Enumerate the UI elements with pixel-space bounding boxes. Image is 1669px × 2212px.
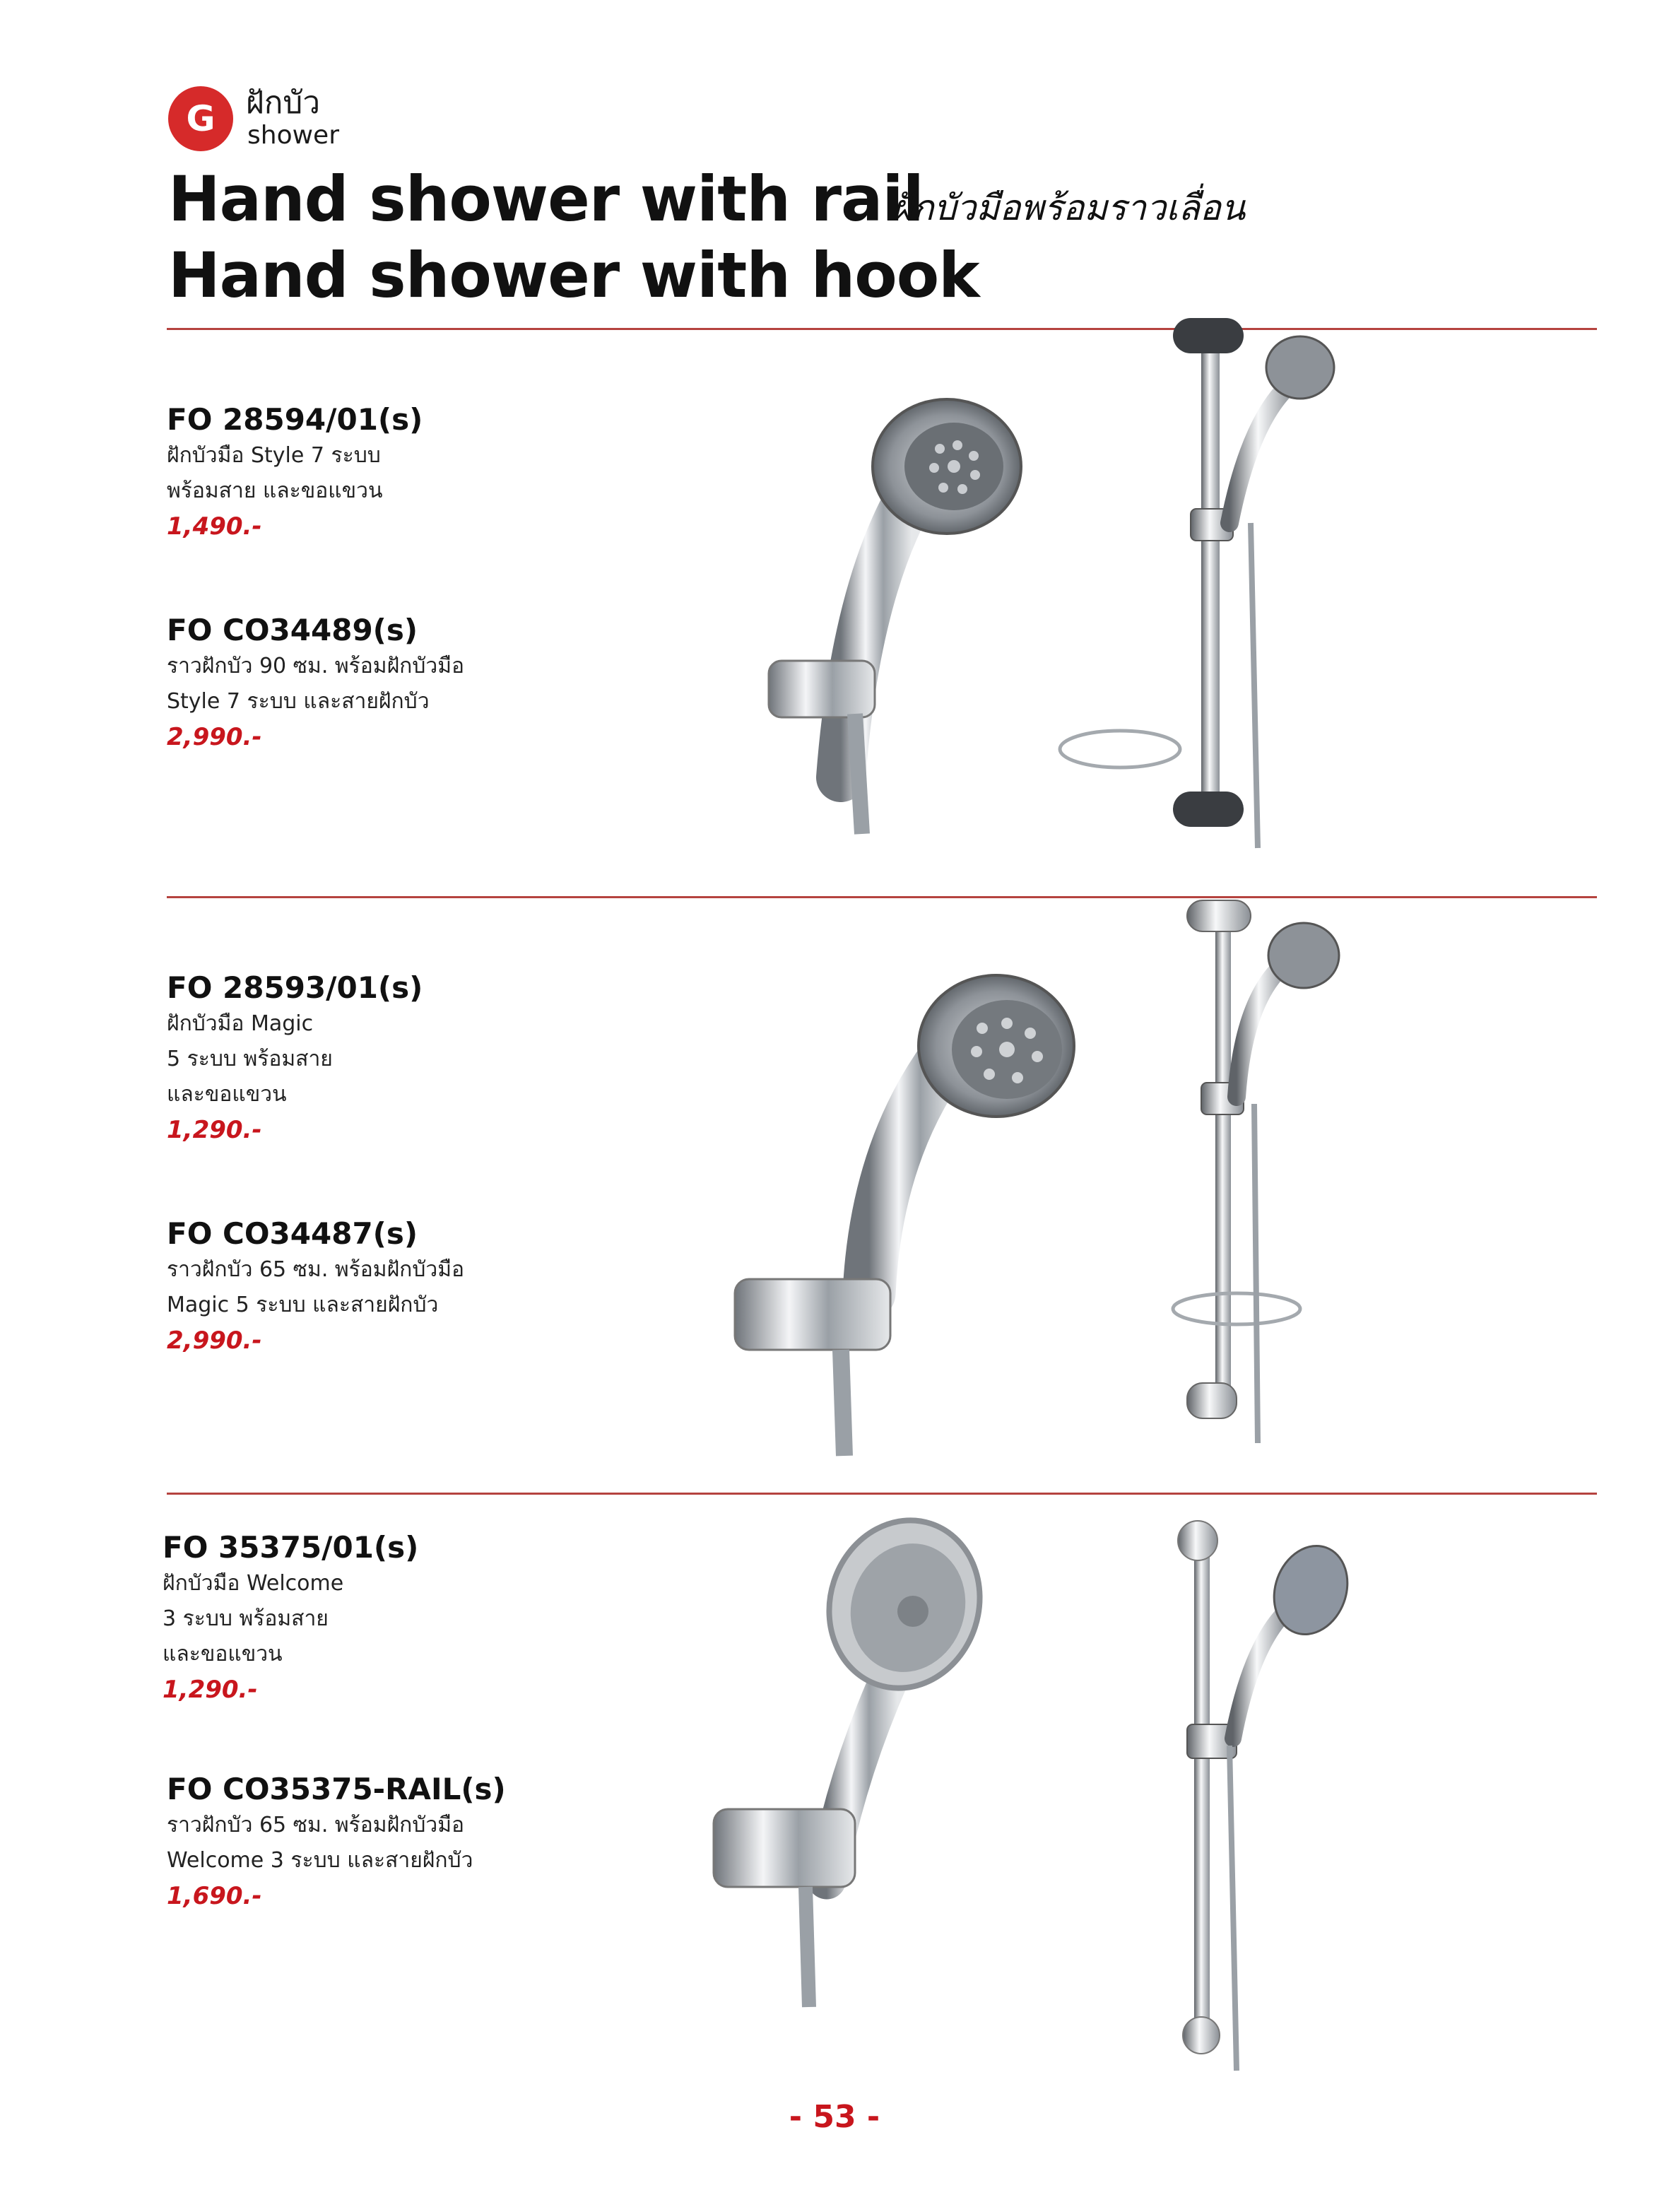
hand-shower-image	[728, 968, 1095, 1456]
category-badge: G	[168, 86, 233, 151]
product-code: FO 28594/01(s)	[167, 402, 423, 437]
hand-shower-image	[749, 382, 1032, 834]
product-desc-line: Magic 5 ระบบ และสายฝักบัว	[167, 1293, 439, 1317]
product-desc-line: 5 ระบบ พร้อมสาย	[167, 1047, 333, 1071]
product-desc-line: ราวฝักบัว 65 ซม. พร้อมฝักบัวมือ	[167, 1813, 464, 1837]
product-price: 1,690.-	[167, 1882, 262, 1910]
product-desc-line: พร้อมสาย และขอแขวน	[167, 478, 383, 503]
product-desc-line: ราวฝักบัว 65 ซม. พร้อมฝักบัวมือ	[167, 1257, 464, 1282]
product-block	[167, 970, 423, 1148]
product-price: 1,490.-	[167, 512, 262, 541]
product-code: FO CO35375-RAIL(s)	[167, 1772, 506, 1806]
product-desc-line: Welcome 3 ระบบ และสายฝักบัว	[167, 1848, 473, 1873]
category-title-th: ฝักบัว	[246, 85, 321, 121]
product-block	[167, 1771, 506, 1914]
product-code: FO CO34489(s)	[167, 613, 418, 647]
product-desc-line: และขอแขวน	[167, 1082, 287, 1107]
product-price: 1,290.-	[167, 1116, 262, 1144]
product-block	[163, 1529, 418, 1707]
product-desc-line: 3 ระบบ พร้อมสาย	[163, 1606, 329, 1631]
product-code: FO 35375/01(s)	[163, 1530, 419, 1565]
page-title-line2: Hand shower with hook	[168, 239, 979, 312]
product-price: 2,990.-	[167, 1326, 262, 1355]
product-block	[167, 612, 464, 755]
product-price: 2,990.-	[167, 723, 262, 751]
page-title-th: ฝักบัวมือพร้อมราวเลื่อน	[892, 187, 1246, 228]
section-divider	[167, 896, 1597, 898]
shower-rail-set-image	[1159, 892, 1343, 1443]
hand-shower-image	[707, 1512, 989, 2021]
page-title-line1: Hand shower with rail	[168, 163, 924, 235]
product-desc-line: ฝักบัวมือ Welcome	[163, 1571, 344, 1596]
product-desc-line: ฝักบัวมือ Style 7 ระบบ	[167, 443, 381, 468]
product-code: FO CO34487(s)	[167, 1216, 418, 1251]
shower-rail-set-image	[1159, 1519, 1357, 2071]
product-desc-line: ราวฝักบัว 90 ซม. พร้อมฝักบัวมือ	[167, 654, 464, 678]
product-code: FO 28593/01(s)	[167, 970, 423, 1005]
product-desc-line: ฝักบัวมือ Magic	[167, 1011, 314, 1036]
section-divider	[167, 328, 1597, 330]
category-title-en: shower	[247, 121, 339, 150]
product-desc-line: Style 7 ระบบ และสายฝักบัว	[167, 689, 430, 714]
product-desc-line: และขอแขวน	[163, 1642, 283, 1666]
shower-rail-set-image	[1088, 311, 1314, 848]
product-price: 1,290.-	[163, 1676, 258, 1704]
section-divider	[167, 1493, 1597, 1495]
page-number: - 53 -	[789, 2099, 880, 2135]
product-block	[167, 1216, 464, 1358]
product-block	[167, 401, 423, 544]
